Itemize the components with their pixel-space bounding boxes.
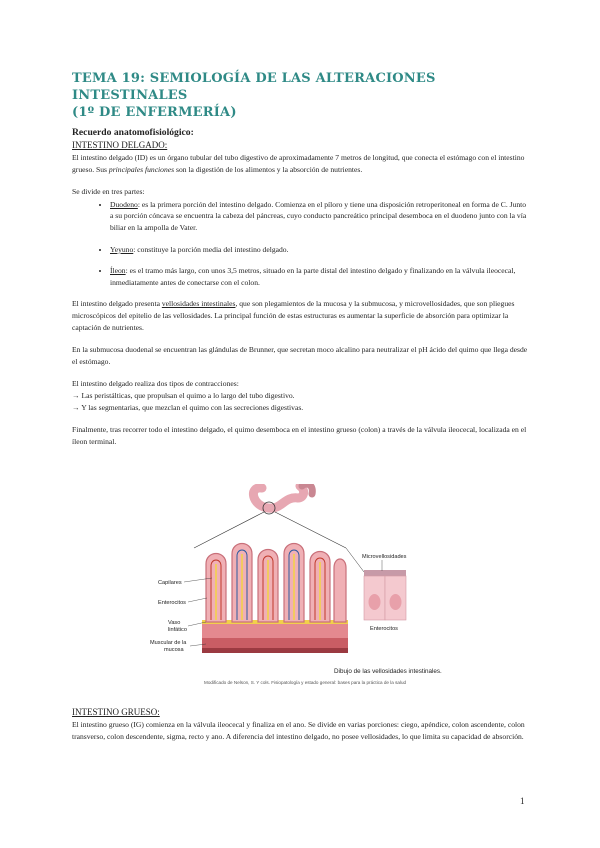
body-section-1 (72, 126, 530, 458)
text-underline: vellosidades intestinales (161, 299, 236, 309)
villus-shape (334, 559, 346, 622)
text-span: El intestino delgado presenta (72, 299, 162, 309)
paragraph-divide: Se divide en tres partes: (72, 187, 145, 197)
paragraph-contracciones (72, 378, 530, 413)
enterocyte-detail (364, 570, 406, 620)
term: Íleon (110, 266, 126, 276)
label-muscular-2: mucosa (164, 647, 184, 653)
page-number: 1 (520, 796, 525, 806)
paragraph-brunner: En la submucosa duodenal se encuentran las glándulas de Brunner, que secretan moco alcalino para neutralizar el pH ácido del quimo que llega desde el estómago. (72, 345, 528, 366)
text-span: son la digestión de los alimentos y la absorción de nutrientes. (174, 164, 363, 174)
text-span: : constituye la porción media del intestino delgado. (133, 244, 289, 254)
text-span: : es la primera porción del intestino delgado. Comienza en el píloro y tiene una disposición retroperitoneal en forma de C. Junto a su porción cóncava se encuentra la cabeza del páncreas, cuyo conducto pancreático principal desemboca en el duodeno junto con la vía biliar en la ampolla de Vater. (110, 199, 527, 232)
intestine-loop-shape (253, 486, 303, 508)
paragraph-vellosidades (72, 298, 530, 333)
label-capilares: Capilares (158, 580, 182, 586)
text-line: El intestino delgado realiza dos tipos de contracciones: (72, 379, 239, 389)
term: Yeyuno (110, 244, 134, 254)
section-heading: Recuerdo anatomofisiológico: (72, 127, 194, 138)
text-line: → Y las segmentarias, que mezclan el quimo con las secreciones digestivas. (72, 402, 304, 412)
text-span: El intestino delgado (ID) es un órgano tubular del tubo digestivo de aproximadamente 7 metros de longitud, que conecta el estómago con el intestino grueso. Sus (72, 153, 525, 174)
zoom-line-right (275, 512, 346, 548)
text-span: : es el tramo más largo, con unos 3,5 metros, situado en la parte distal del intestino delgado y finalizando en la válvula ileocecal, inmediatamente antes de conectarse con el colon. (110, 266, 516, 287)
label-linfatico: linfático (168, 627, 187, 633)
subheading-intestino-delgado: INTESTINO DELGADO: (72, 140, 168, 150)
text-em: principales funciones (108, 164, 175, 174)
document-title (72, 70, 542, 121)
list-item-ileon (110, 265, 530, 288)
label-microvellosidades: Microvellosidades (362, 554, 407, 560)
figure-caption: Dibujo de las vellosidades intestinales. (334, 668, 442, 675)
list-item-duodeno (110, 199, 530, 234)
label-enterocitos-detail: Enterocitos (370, 626, 398, 632)
paragraph-grueso: El intestino grueso (IG) comienza en la válvula ileocecal y finaliza en el ano. Se divide en varias porciones: ciego, apéndice, colon ascendente, colon transverso, colon descendente, sigma, recto y ano. A diferencia del intestino delgado, no posee vellosidades, lo que limita su capacidad de absorción. (72, 720, 525, 741)
paragraph-final: Finalmente, tras recorrer todo el intestino delgado, el quimo desemboca en el intestino grueso (colon) a través de la válvula ileocecal, localizada en el íleon terminal. (72, 425, 527, 446)
microvilli-brush-border (364, 570, 406, 576)
text-line: → Las peristálticas, que propulsan el quimo a lo largo del tubo digestivo. (72, 390, 295, 400)
label-muscular-1: Muscular de la (150, 640, 187, 646)
title-line-2: (1º DE ENFERMERÍA) (72, 105, 237, 120)
term: Duodeno (110, 199, 138, 209)
muscular-layer (202, 638, 348, 648)
label-vaso: Vaso (168, 620, 181, 626)
zoom-line-left (194, 512, 264, 548)
label-enterocitos: Enterocitos (158, 600, 186, 606)
submucosa-layer (202, 624, 348, 638)
nucleus-shape (390, 594, 402, 610)
muscular-bottom (202, 648, 348, 653)
zoom-line-detail (346, 548, 364, 572)
nucleus-shape (369, 594, 381, 610)
paragraph-intro (72, 152, 530, 175)
figure-credit: Modificado de Nelson, S. Y cols. Fisiopatología y estado general: bases para la práctica de la salud (204, 680, 407, 685)
body-section-2 (72, 706, 530, 753)
title-line-1: TEMA 19: SEMIOLOGÍA DE LAS ALTERACIONES INTESTINALES (72, 71, 436, 103)
text-span: , que son plegamientos de la mucosa y la submucosa, y microvellosidades, que son pliegues microscópicos del epitelio de las vellosidades. La principal función de estas estructuras es aumentar la superficie de absorción para optimizar la captación de nutrientes. (72, 299, 515, 332)
subheading-intestino-grueso: INTESTINO GRUESO: (72, 707, 160, 717)
villi-group (206, 544, 346, 623)
leader-line (188, 598, 207, 602)
parts-list (72, 199, 530, 289)
list-item-yeyuno (110, 244, 530, 256)
